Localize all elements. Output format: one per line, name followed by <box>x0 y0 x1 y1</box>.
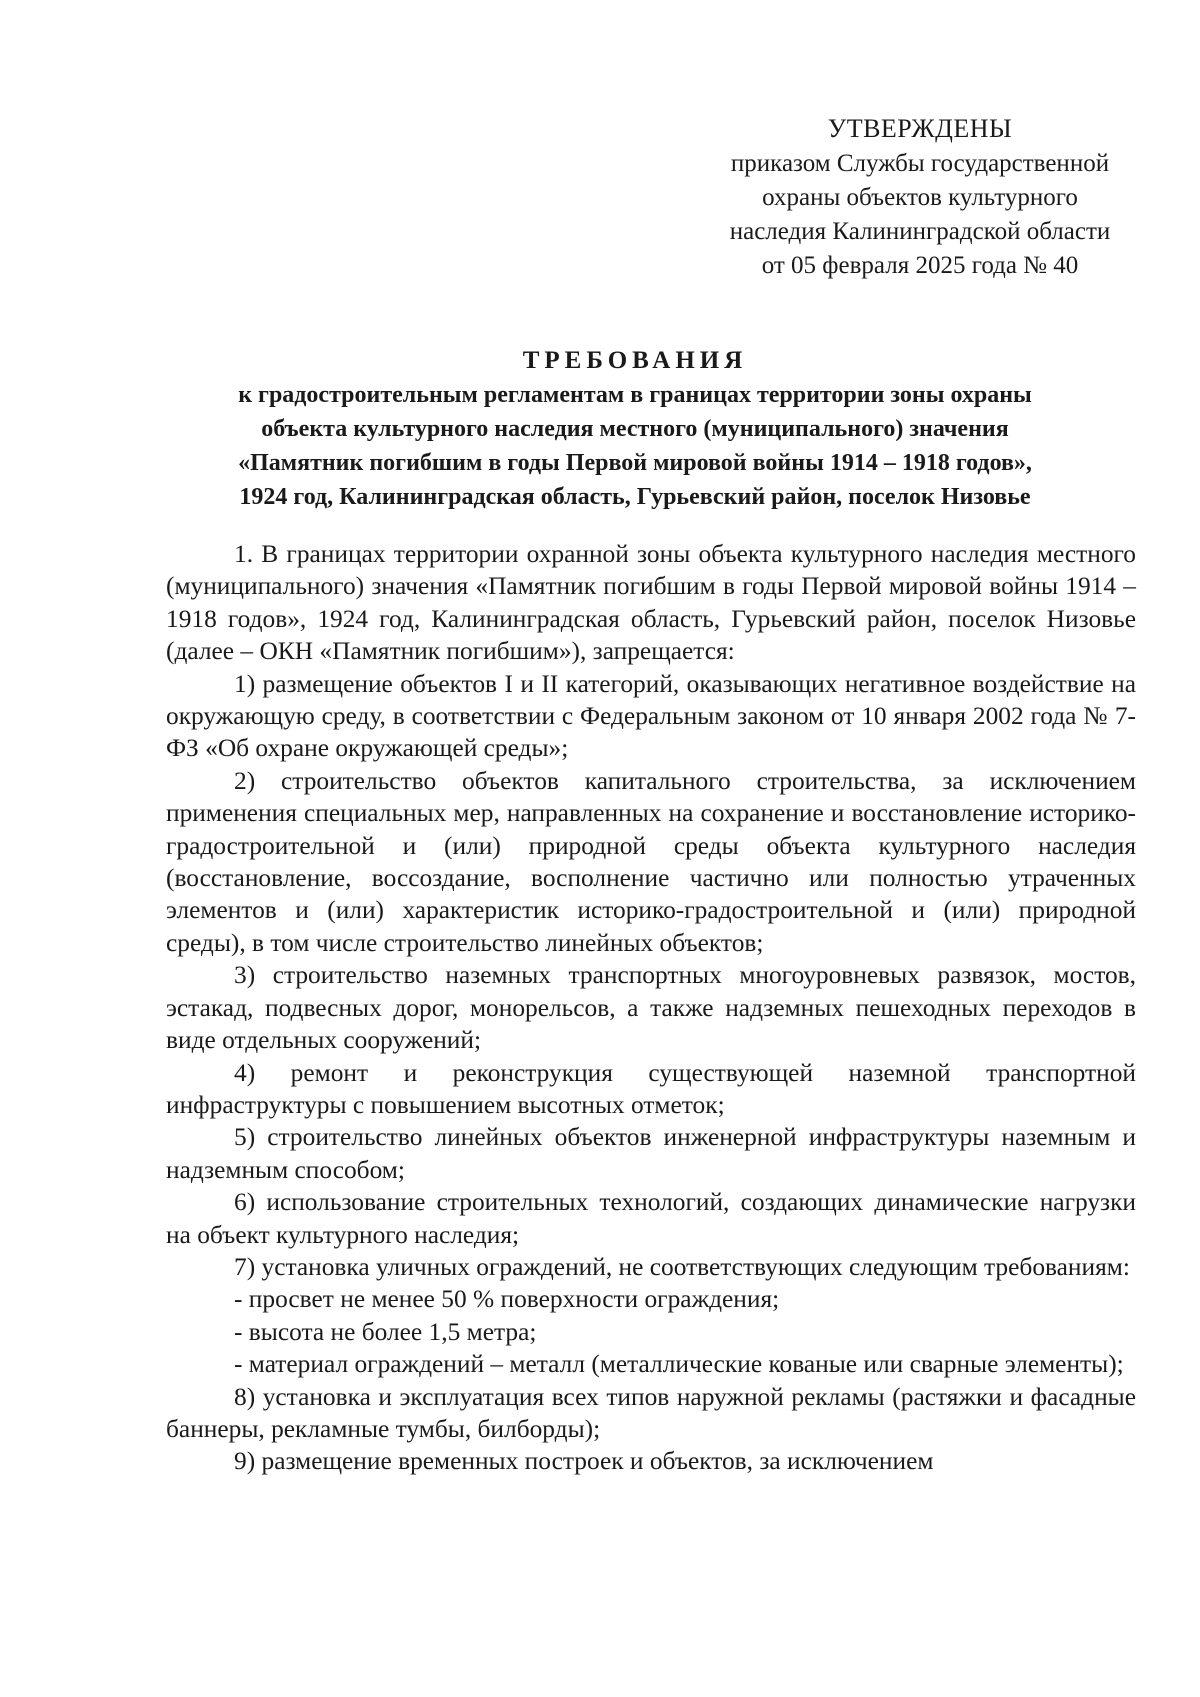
fence-requirement-2: - высота не более 1,5 метра; <box>234 1317 537 1346</box>
fence-requirement-3: - материал ограждений – металл (металлические кованые или сварные элементы); <box>234 1350 1124 1379</box>
title-line: объекта культурного наследия местного (муниципального) значения <box>261 416 1009 442</box>
list-item-5: 5) строительство линейных объектов инженерной инфраструктуры наземным и надземным способом; <box>166 1123 1136 1184</box>
list-item-3: 3) строительство наземных транспортных многоуровневых развязок, мостов, эстакад, подвесных дорог, монорельсов, а также надземных пешеходных переходов в виде отдельных сооружений; <box>166 961 1136 1055</box>
document-title: ТРЕБОВАНИЯ <box>522 347 748 374</box>
list-item-1: 1) размещение объектов I и II категорий, оказывающих негативное воздействие на окружающую среду, в соответствии с Федеральным законом от 10 января 2002 года № 7-ФЗ «Об охране окружающей среды»; <box>166 669 1136 763</box>
approval-line: наследия Калининградской области <box>729 218 1111 245</box>
list-item-4: 4) ремонт и реконструкция существующей наземной транспортной инфраструктуры с повышением высотных отметок; <box>166 1058 1136 1119</box>
list-item-7: 7) установка уличных ограждений, не соответствующих следующим требованиям: <box>234 1252 1130 1281</box>
title-line: «Памятник погибшим в годы Первой мировой войны 1914 – 1918 годов», <box>238 450 1032 476</box>
approval-order-date: от 05 февраля 2025 года № 40 <box>761 252 1079 279</box>
approval-heading: УТВЕРЖДЕНЫ <box>827 114 1013 143</box>
title-line: к градостроительным регламентам в границах территории зоны охраны <box>238 382 1032 408</box>
approval-stamp-block <box>690 112 1150 283</box>
list-item-6: 6) использование строительных технологий, создающих динамические нагрузки на объект культурного наследия; <box>166 1188 1136 1249</box>
list-item-8: 8) установка и эксплуатация всех типов наружной рекламы (растяжки и фасадные баннеры, рекламные тумбы, билборды); <box>166 1382 1136 1443</box>
list-item-9: 9) размещение временных построек и объектов, за исключением <box>234 1447 934 1476</box>
title-line: 1924 год, Калининградская область, Гурьевский район, поселок Низовье <box>239 484 1031 510</box>
document-title-block <box>140 344 1130 514</box>
approval-line: охраны объектов культурного <box>762 184 1078 211</box>
list-item-2: 2) строительство объектов капитального строительства, за исключением применения специальных мер, направленных на сохранение и восстановление историко-градостроительной и (или) природной среды объекта культурного наследия (восстановление, воссоздание, восполнение частично или полностью утраченных элементов и (или) характеристик историко-градостроительной и (или) природной среды), в том числе строительство линейных объектов; <box>166 766 1136 957</box>
paragraph-1: 1. В границах территории охранной зоны объекта культурного наследия местного (муниципального) значения «Памятник погибшим в годы Первой мировой войны 1914 – 1918 годов», 1924 год, Калининградская область, Гурьевский район, поселок Низовье (далее – ОКН «Памятник погибшим»), запрещается: <box>166 540 1136 666</box>
fence-requirement-1: - просвет не менее 50 % поверхности ограждения; <box>234 1285 780 1314</box>
approval-line: приказом Службы государственной <box>730 150 1110 177</box>
document-body <box>166 538 1136 1478</box>
